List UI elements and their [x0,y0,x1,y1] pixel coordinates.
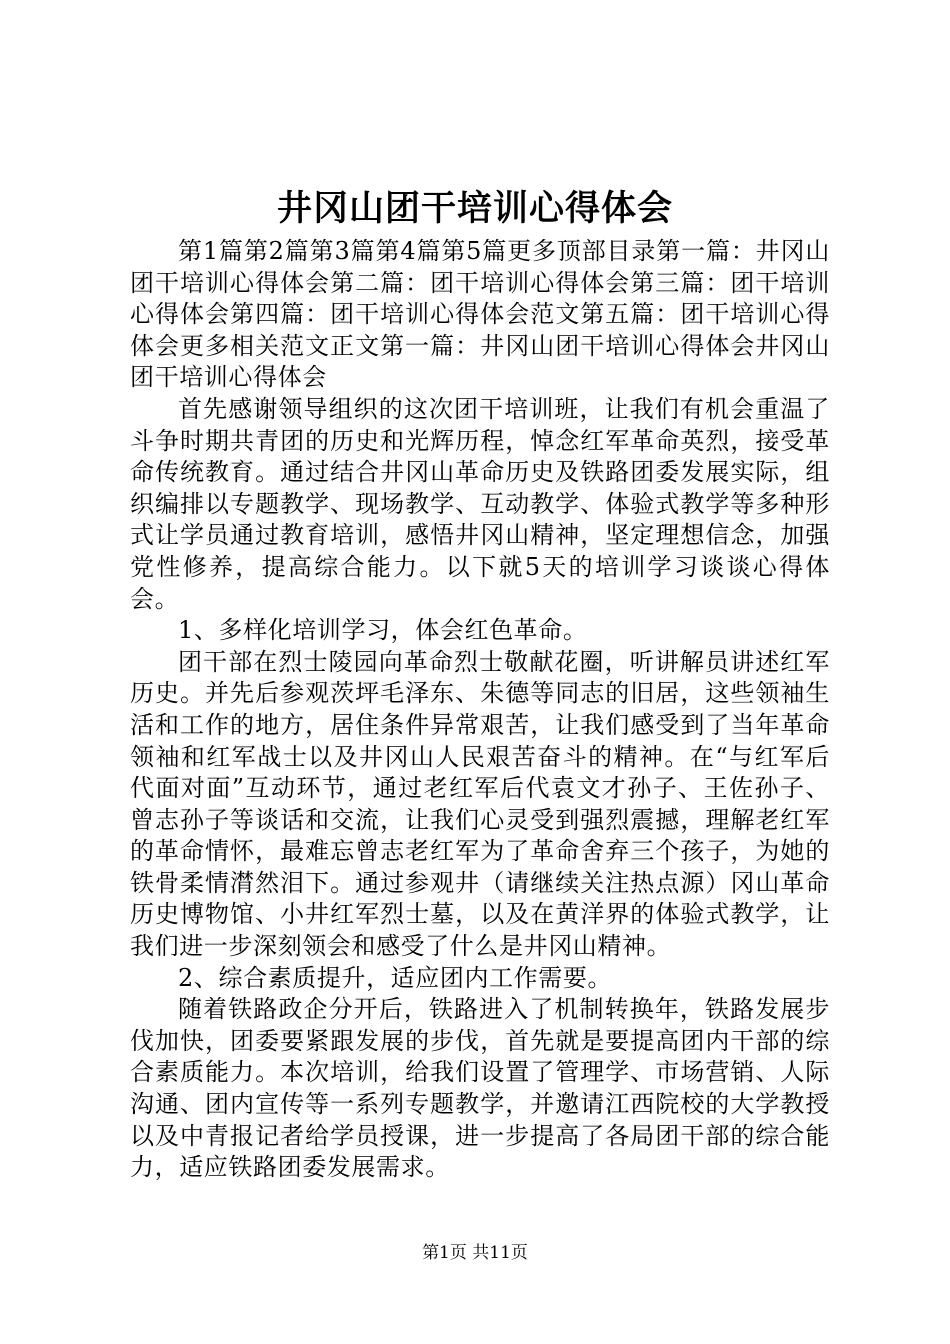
section-heading-1: 1、多样化培训学习，体会红色革命。 [178,616,588,645]
section-heading-2: 2、综合素质提升，适应团内工作需要。 [178,963,613,992]
page-title: 井冈山团干培训心得体会 [276,188,673,229]
paragraph-section-2: 随着铁路政企分开后，铁路进入了机制转换年，铁路发展步伐加快，团委要紧跟发展的步伐，首先就是要提高团内干部的综合素质能力。本次培训，给我们设置了管理学、市场营销、人际沟通、团内宣传等一系列专题教学，并邀请江西院校的大学教授以及中青报记者给学员授课，进一步提高了各局团干部的综合能力，适应铁路团委发展需求。 [130,995,830,1182]
page-number-footer: 第1页 共11页 [422,1243,528,1263]
paragraph-intro: 首先感谢领导组织的这次团干培训班，让我们有机会重温了斗争时期共青团的历史和光辉历程，悼念红军革命英烈，接受革命传统教育。通过结合井冈山革命历史及铁路团委发展实际，组织编排以专题教学、现场教学、互动教学、体验式教学等多种形式让学员通过教育培训，感悟井冈山精神，坚定理想信念，加强党性修养，提高综合能力。以下就5天的培训学习谈谈心得体会。 [130,394,830,613]
document-body [130,236,830,1184]
paragraph-toc: 第1篇第2篇第3篇第4篇第5篇更多顶部目录第一篇：井冈山团干培训心得体会第二篇：团干培训心得体会第三篇：团干培训心得体会第四篇：团干培训心得体会范文第五篇：团干培训心得体会更多相关范文正文第一篇：井冈山团干培训心得体会井冈山团干培训心得体会 [130,237,830,392]
paragraph-section-1: 团干部在烈士陵园向革命烈士敬献花圈，听讲解员讲述红军历史。并先后参观茨坪毛泽东、朱德等同志的旧居，这些领袖生活和工作的地方，居住条件异常艰苦，让我们感受到了当年革命领袖和红军战士以及井冈山人民艰苦奋斗的精神。在“与红军后代面对面”互动环节，通过老红军后代袁文才孙子、王佐孙子、曾志孙子等谈话和交流，让我们心灵受到强烈震撼，理解老红军的革命情怀，最难忘曾志老红军为了革命舍弃三个孩子，为她的铁骨柔情潸然泪下。通过参观井（请继续关注热点源）冈山革命历史博物馆、小井红军烈士墓，以及在黄洋界的体验式教学，让我们进一步深刻领会和感受了什么是井冈山精神。 [130,647,830,961]
